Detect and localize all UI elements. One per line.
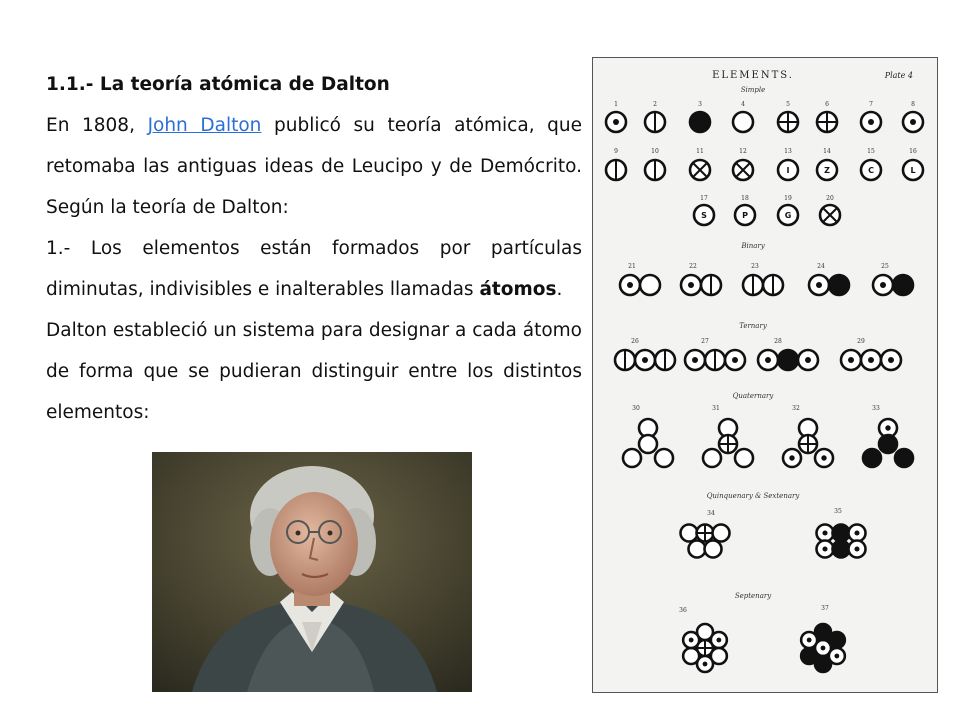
atom-dot (703, 662, 708, 667)
atom-symbol (893, 275, 913, 295)
atom-symbol (703, 449, 721, 467)
atom-letter: G (784, 211, 792, 220)
atom-symbol (681, 525, 698, 542)
section-label: Ternary (739, 322, 767, 330)
element-number: 28 (774, 338, 782, 345)
element-number: 33 (872, 405, 880, 412)
atom-symbol (705, 541, 722, 558)
atom-letter: P (742, 211, 748, 220)
atom-dot (789, 455, 794, 460)
slide-text (46, 64, 582, 433)
intro-text-before: En 1808, (46, 115, 135, 136)
element-number: 34 (707, 510, 715, 517)
element-number: 17 (700, 195, 708, 202)
section-label: Septenary (734, 592, 772, 600)
postulate-text: 1.- Los elementos están formados por partículas diminutas, indivisibles e inalterables llamadas (46, 238, 582, 300)
element-number: 2 (653, 101, 657, 108)
atom-dot (765, 357, 771, 363)
plate-title: ELEMENTS. (712, 70, 794, 81)
element-number: 29 (857, 338, 865, 345)
portrait-illustration (152, 452, 472, 692)
element-number: 23 (751, 263, 759, 270)
element-number: 30 (632, 405, 640, 412)
atom-dot (613, 119, 619, 125)
section-label: Quaternary (732, 392, 774, 400)
plate-number: Plate 4 (884, 71, 913, 80)
atom-letter: C (868, 166, 874, 175)
atom-symbol (683, 648, 699, 664)
atom-dot (807, 638, 812, 643)
element-number: 36 (679, 607, 687, 614)
atom-dot (821, 646, 826, 651)
atom-dot (642, 357, 648, 363)
element-number: 13 (784, 148, 792, 155)
atom-symbol (690, 112, 710, 132)
element-number: 20 (826, 195, 834, 202)
atom-dot (834, 654, 839, 659)
element-number: 27 (701, 338, 709, 345)
element-number: 1 (614, 101, 618, 108)
atom-symbol (711, 648, 727, 664)
element-number: 4 (741, 101, 745, 108)
element-number: 7 (869, 101, 873, 108)
atom-symbol (713, 525, 730, 542)
element-number: 9 (614, 148, 618, 155)
atom-letter: L (910, 166, 916, 175)
atom-dot (854, 546, 859, 551)
atom-dot (688, 282, 694, 288)
postulate-period: . (556, 279, 563, 300)
element-number: 24 (817, 263, 825, 270)
element-number: 16 (909, 148, 917, 155)
element-number: 8 (911, 101, 915, 108)
element-number: 37 (821, 605, 829, 612)
atom-symbol (639, 435, 657, 453)
paragraph-intro (46, 105, 582, 228)
element-number: 12 (739, 148, 747, 155)
atom-symbol (895, 449, 913, 467)
atom-dot (822, 530, 827, 535)
element-number: 19 (784, 195, 792, 202)
element-number: 15 (867, 148, 875, 155)
element-number: 6 (825, 101, 829, 108)
atom-symbol (623, 449, 641, 467)
section-label: Binary (741, 242, 765, 250)
atom-dot (910, 119, 916, 125)
atom-dot (880, 282, 886, 288)
atom-dot (885, 425, 890, 430)
atom-symbol (829, 632, 845, 648)
atom-symbol (833, 541, 850, 558)
atom-symbol (833, 525, 850, 542)
atom-symbol (879, 435, 897, 453)
element-number: 11 (696, 148, 704, 155)
element-number: 14 (823, 148, 831, 155)
atom-symbol (863, 449, 881, 467)
atom-dot (816, 282, 822, 288)
atom-letter: S (701, 211, 707, 220)
atom-dot (868, 119, 874, 125)
atom-letter: I (786, 166, 790, 175)
intro-text-after: publicó su teoría atómica, que retomaba las antiguas ideas de Leucipo y de Demócrito. Según la teoría de Dalton: (46, 115, 583, 218)
section-heading: 1.1.- La teoría atómica de Dalton (46, 74, 390, 95)
atom-symbol (801, 648, 817, 664)
section-label: Simple (740, 86, 766, 94)
atoms-term: átomos (479, 279, 557, 300)
atom-dot (692, 357, 698, 363)
element-number: 25 (881, 263, 889, 270)
atom-dot (868, 357, 874, 363)
element-number: 32 (792, 405, 800, 412)
paragraph-postulate-1 (46, 228, 582, 310)
atom-letter: Z (824, 166, 830, 175)
atom-symbol (829, 275, 849, 295)
paragraph-symbols: Dalton estableció un sistema para designar a cada átomo de forma que se pudieran distinguir entre los distintos elementos: (46, 320, 582, 423)
atom-symbol (655, 449, 673, 467)
element-number: 35 (834, 508, 842, 515)
element-number: 22 (689, 263, 697, 270)
dalton-portrait (152, 452, 472, 692)
atom-symbol (733, 112, 753, 132)
atom-symbol (640, 275, 660, 295)
element-number: 31 (712, 405, 720, 412)
element-number: 26 (631, 338, 639, 345)
elements-plate-drawing (593, 58, 936, 691)
section-label: Quinquenary & Sextenary (706, 492, 800, 500)
element-number: 3 (698, 101, 702, 108)
atom-symbol (778, 350, 798, 370)
atom-dot (848, 357, 854, 363)
john-dalton-link[interactable]: John Dalton (147, 115, 262, 136)
atom-dot (627, 282, 633, 288)
atom-symbol (689, 541, 706, 558)
atom-dot (888, 357, 894, 363)
atom-dot (732, 357, 738, 363)
atom-dot (822, 546, 827, 551)
atom-dot (805, 357, 811, 363)
atom-dot (854, 530, 859, 535)
atom-dot (689, 638, 694, 643)
element-number: 21 (628, 263, 636, 270)
element-number: 5 (786, 101, 790, 108)
atom-dot (821, 455, 826, 460)
atom-dot (716, 638, 721, 643)
element-number: 18 (741, 195, 749, 202)
dalton-elements-plate (592, 57, 938, 693)
atom-symbol (735, 449, 753, 467)
element-number: 10 (651, 148, 659, 155)
